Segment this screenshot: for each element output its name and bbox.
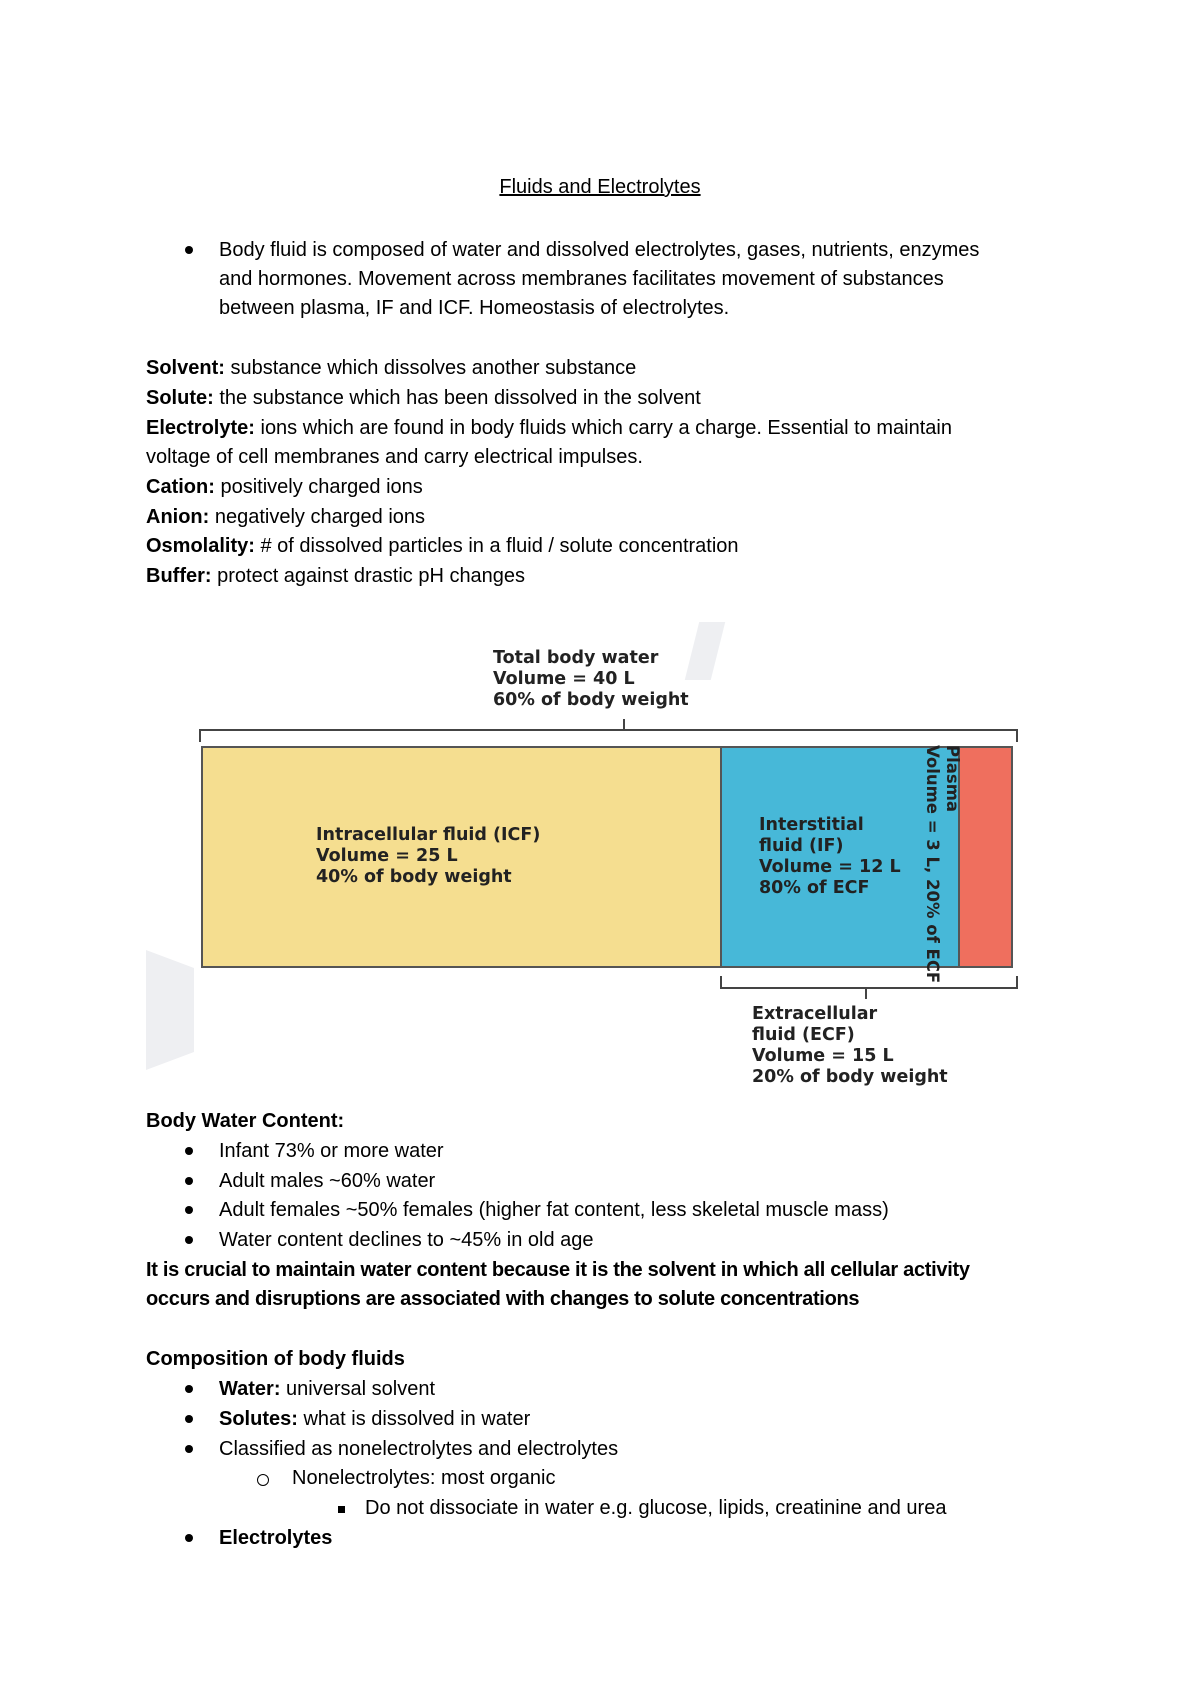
definition-text: protect against drastic pH changes [211, 565, 526, 587]
definition-solute [146, 384, 701, 413]
bullet-icon [185, 1385, 193, 1393]
if-label [759, 815, 901, 899]
body-water-note-line-2: occurs and disruptions are associated with changes to solute concentrations [146, 1288, 860, 1310]
definition-term: Anion: [146, 506, 210, 528]
composition-water-text: universal solvent [280, 1378, 436, 1400]
composition-classified: Classified as nonelectrolytes and electrolytes [219, 1438, 619, 1460]
if-line-2: fluid (IF) [759, 836, 844, 856]
composition-solutes-term: Solutes: [219, 1408, 298, 1430]
definition-electrolyte [146, 414, 952, 443]
total-line-3: 60% of body weight [493, 690, 689, 710]
bottom-bracket [720, 987, 1018, 989]
composition-solutes [219, 1405, 530, 1434]
definition-osmolality [146, 532, 739, 561]
intro-line-3: between plasma, IF and ICF. Homeostasis of electrolytes. [219, 297, 730, 319]
definition-text: positively charged ions [214, 476, 423, 498]
definition-electrolyte-cont [146, 443, 643, 472]
body-water-item: Adult females ~50% females (higher fat content, less skeletal muscle mass) [219, 1199, 889, 1221]
composition-solutes-text: what is dissolved in water [297, 1408, 531, 1430]
ecf-line-2: fluid (ECF) [752, 1025, 855, 1045]
top-bracket-left-tick [199, 729, 201, 742]
plasma-label [922, 745, 962, 984]
bottom-bracket-center-tick [865, 988, 867, 999]
body-water-item: Adult males ~60% water [219, 1170, 436, 1192]
watermark-shape [685, 622, 725, 680]
definition-text: substance which dissolves another substance [224, 357, 637, 379]
definition-term: Buffer: [146, 565, 212, 587]
circle-bullet-icon [257, 1474, 269, 1486]
composition-water [219, 1375, 435, 1404]
definition-term: Osmolality: [146, 535, 255, 557]
bullet-icon [185, 1206, 193, 1214]
composition-electrolytes: Electrolytes [219, 1527, 333, 1549]
definition-term: Solute: [146, 387, 214, 409]
ecf-label [752, 1004, 948, 1088]
bullet-icon [185, 1177, 193, 1185]
top-bracket [199, 729, 1018, 731]
plasma-line-1: Plasma [943, 745, 962, 813]
plasma-line-2: Volume = 3 L, 20% of ECF [923, 745, 942, 984]
if-line-4: 80% of ECF [759, 878, 870, 898]
definition-text: voltage of cell membranes and carry electrical impulses. [146, 446, 643, 468]
top-bracket-center-tick [623, 719, 625, 730]
if-line-3: Volume = 12 L [759, 857, 901, 877]
composition-water-term: Water: [219, 1378, 281, 1400]
icf-label [316, 825, 540, 888]
bottom-bracket-right-tick [1016, 976, 1018, 989]
body-water-heading: Body Water Content: [146, 1110, 345, 1132]
total-line-1: Total body water [493, 648, 659, 668]
composition-nonelectrolytes-detail: Do not dissociate in water e.g. glucose, lipids, creatinine and urea [365, 1497, 947, 1519]
if-line-1: Interstitial [759, 815, 864, 835]
icf-line-3: 40% of body weight [316, 867, 512, 887]
definition-cation [146, 473, 423, 502]
composition-nonelectrolytes: Nonelectrolytes: most organic [292, 1467, 556, 1489]
bullet-icon [185, 1534, 193, 1542]
ecf-line-3: Volume = 15 L [752, 1046, 894, 1066]
definition-term: Solvent: [146, 357, 225, 379]
definition-text: negatively charged ions [209, 506, 426, 528]
definition-term: Electrolyte: [146, 417, 255, 439]
body-water-item: Infant 73% or more water [219, 1140, 444, 1162]
body-water-note-line-1: It is crucial to maintain water content because it is the solvent in which all cellular activity [146, 1259, 970, 1281]
total-body-water-label [493, 648, 689, 711]
definition-solvent [146, 354, 636, 383]
definition-anion [146, 503, 425, 532]
top-bracket-right-tick [1016, 729, 1018, 742]
body-water-item: Water content declines to ~45% in old age [219, 1229, 594, 1251]
total-line-2: Volume = 40 L [493, 669, 635, 689]
definition-term: Cation: [146, 476, 215, 498]
plasma-box [958, 746, 1013, 968]
square-bullet-icon [338, 1506, 345, 1513]
intro-line-2: and hormones. Movement across membranes facilitates movement of substances [219, 268, 944, 290]
icf-line-2: Volume = 25 L [316, 846, 458, 866]
ecf-line-1: Extracellular [752, 1004, 878, 1024]
definition-text: ions which are found in body fluids which carry a charge. Essential to maintain [254, 417, 952, 439]
intro-line-1: Body fluid is composed of water and dissolved electrolytes, gases, nutrients, enzymes [219, 239, 980, 261]
bullet-icon [185, 1147, 193, 1155]
bottom-bracket-left-tick [720, 976, 722, 989]
definition-buffer [146, 562, 525, 591]
page-title: Fluids and Electrolytes [499, 176, 701, 198]
bullet-icon [185, 1415, 193, 1423]
bullet-icon [185, 246, 193, 254]
icf-line-1: Intracellular fluid (ICF) [316, 825, 541, 845]
definition-text: # of dissolved particles in a fluid / solute concentration [254, 535, 739, 557]
watermark-shape [146, 950, 194, 1070]
bullet-icon [185, 1236, 193, 1244]
bullet-icon [185, 1445, 193, 1453]
ecf-line-4: 20% of body weight [752, 1067, 948, 1087]
composition-heading: Composition of body fluids [146, 1348, 405, 1370]
definition-text: the substance which has been dissolved in the solvent [213, 387, 701, 409]
